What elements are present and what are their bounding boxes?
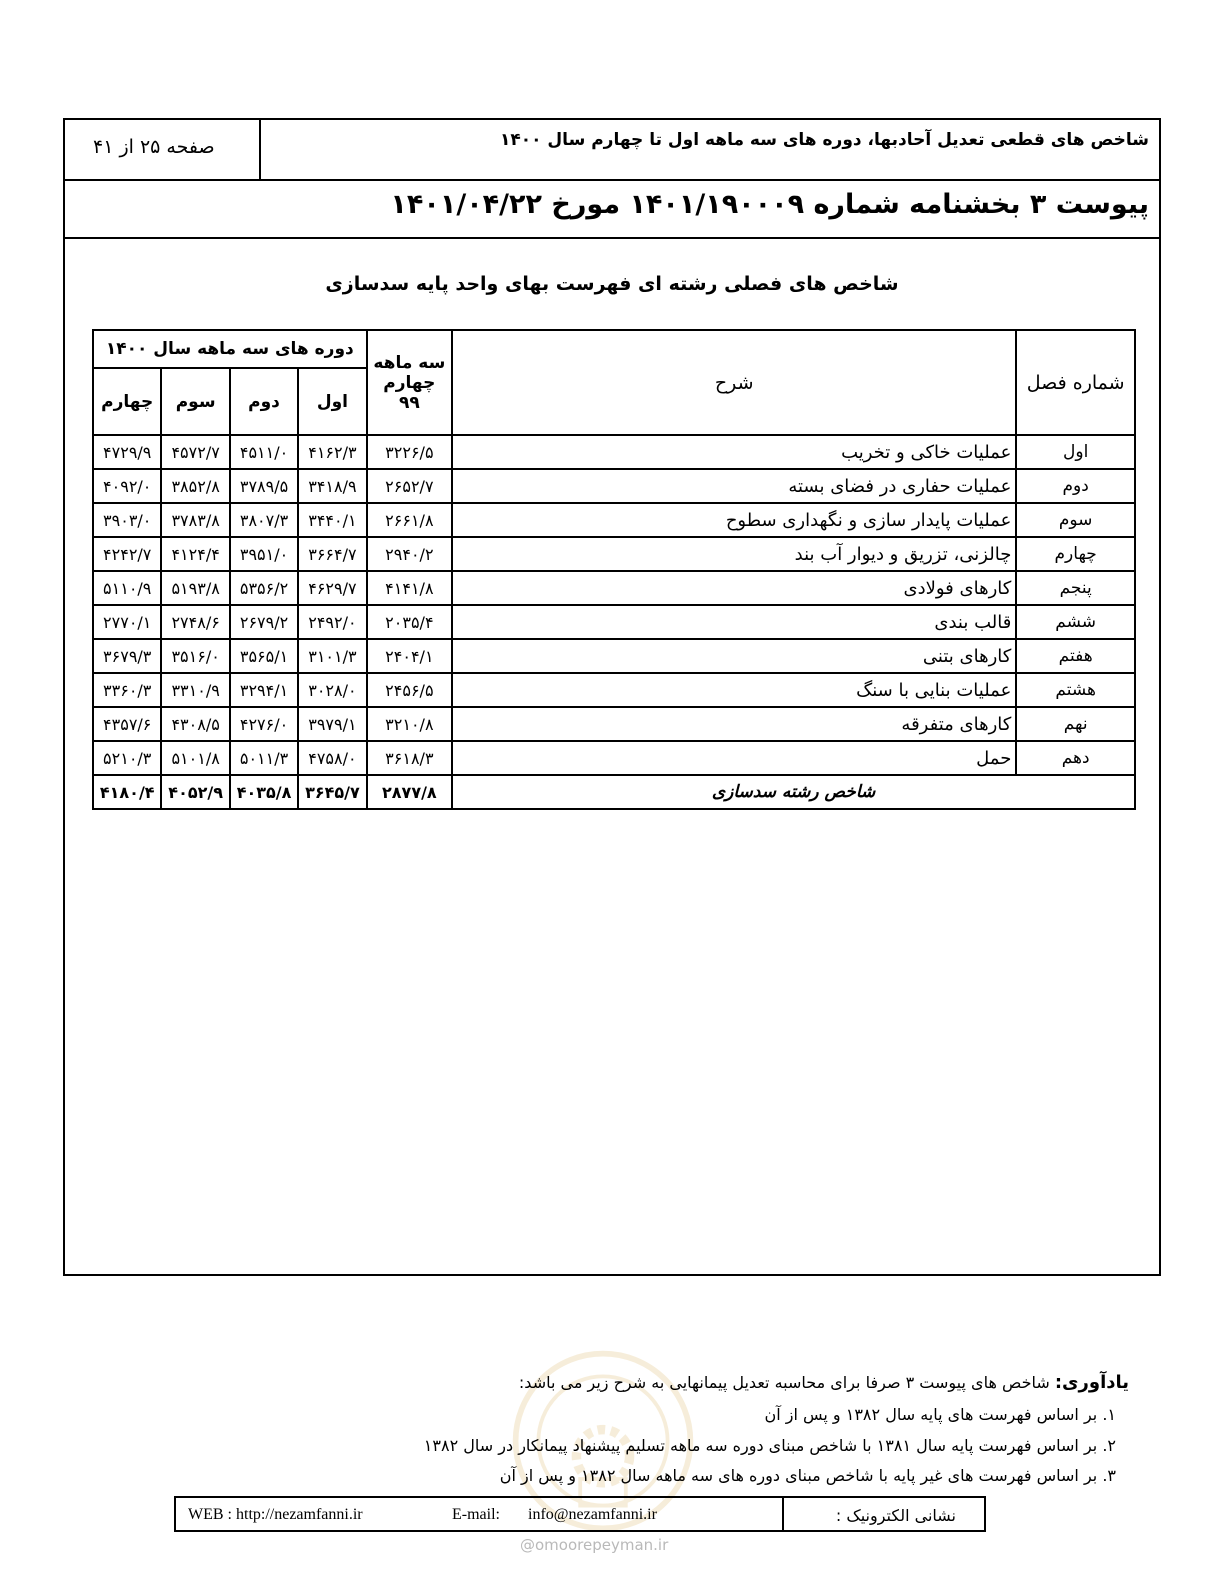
header-q1: اول (298, 368, 366, 435)
cell-q1: ۳۹۷۹/۱ (298, 707, 366, 741)
cell-description: کارهای فولادی (452, 571, 1016, 605)
header-base-quarter (367, 330, 452, 435)
cell-q1: ۴۱۶۲/۳ (298, 435, 366, 469)
total-base: ۲۸۷۷/۸ (367, 775, 452, 809)
cell-base: ۲۴۵۶/۵ (367, 673, 452, 707)
total-label: شاخص رشته سدسازی (452, 775, 1135, 809)
cell-chapter: نهم (1016, 707, 1135, 741)
cell-base: ۳۲۱۰/۸ (367, 707, 452, 741)
cell-chapter: اول (1016, 435, 1135, 469)
cell-description: قالب بندی (452, 605, 1016, 639)
reminder-item: ۳. بر اساس فهرست های غیر پایه با شاخص مبنای دوره های سه ماهه سال ۱۳۸۲ و پس از آن (499, 1466, 1116, 1485)
table-row (93, 571, 1135, 605)
cell-chapter: هشتم (1016, 673, 1135, 707)
total-q3: ۴۰۵۲/۹ (161, 775, 229, 809)
cell-q2: ۳۸۰۷/۳ (230, 503, 298, 537)
cell-q3: ۳۵۱۶/۰ (161, 639, 229, 673)
cell-q2: ۵۳۵۶/۲ (230, 571, 298, 605)
cell-q1: ۴۶۲۹/۷ (298, 571, 366, 605)
cell-q4: ۴۰۹۲/۰ (93, 469, 161, 503)
reminder-item: ۲. بر اساس فهرست پایه سال ۱۳۸۱ با شاخص مبنای دوره سه ماهه تسلیم پیشنهاد پیمانکار در سال ۱۳۸۲ (423, 1436, 1116, 1455)
cell-chapter: سوم (1016, 503, 1135, 537)
footer-email-label: E-mail: (452, 1506, 500, 1523)
cell-chapter: هفتم (1016, 639, 1135, 673)
cell-q1: ۳۴۴۰/۱ (298, 503, 366, 537)
cell-base: ۳۶۱۸/۳ (367, 741, 452, 775)
total-q1: ۳۶۴۵/۷ (298, 775, 366, 809)
cell-description: عملیات بنایی با سنگ (452, 673, 1016, 707)
header-chapter: شماره فصل (1016, 330, 1135, 435)
header-q2: دوم (230, 368, 298, 435)
table-row (93, 707, 1135, 741)
header-q3: سوم (161, 368, 229, 435)
footer-box (174, 1496, 986, 1532)
index-table (92, 329, 1136, 810)
page-frame (63, 118, 1161, 1276)
cell-q4: ۴۲۴۲/۷ (93, 537, 161, 571)
footer-address-label: نشانی الکترونیک : (835, 1506, 956, 1525)
cell-q4: ۵۱۱۰/۹ (93, 571, 161, 605)
cell-q3: ۵۱۹۳/۸ (161, 571, 229, 605)
cell-q1: ۴۷۵۸/۰ (298, 741, 366, 775)
watermark-handle: @omoorepeyman.ir (520, 1536, 669, 1554)
table-header-row (93, 330, 1135, 368)
page-number-cell (65, 120, 261, 179)
cell-q4: ۳۶۷۹/۳ (93, 639, 161, 673)
table-row (93, 503, 1135, 537)
reminder-item: ۱. بر اساس فهرست های پایه سال ۱۳۸۲ و پس از آن (764, 1405, 1116, 1424)
table-row (93, 469, 1135, 503)
cell-q3: ۳۳۱۰/۹ (161, 673, 229, 707)
cell-chapter: دوم (1016, 469, 1135, 503)
cell-base: ۲۴۰۴/۱ (367, 639, 452, 673)
cell-q4: ۲۷۷۰/۱ (93, 605, 161, 639)
cell-q4: ۳۹۰۳/۰ (93, 503, 161, 537)
cell-description: کارهای متفرقه (452, 707, 1016, 741)
footer-email-link[interactable]: info@nezamfanni.ir (528, 1506, 657, 1523)
table-row (93, 639, 1135, 673)
cell-base: ۳۲۲۶/۵ (367, 435, 452, 469)
header-base-line1: سه ماهه (373, 352, 446, 373)
cell-q3: ۴۱۲۴/۴ (161, 537, 229, 571)
cell-q2: ۳۷۸۹/۵ (230, 469, 298, 503)
cell-description: چالزنی، تزریق و دیوار آب بند (452, 537, 1016, 571)
cell-description: عملیات حفاری در فضای بسته (452, 469, 1016, 503)
footer-web-link[interactable]: WEB : http://nezamfanni.ir (188, 1506, 363, 1523)
cell-q4: ۵۲۱۰/۳ (93, 741, 161, 775)
cell-description: حمل (452, 741, 1016, 775)
circular-title: پیوست ۳ بخشنامه شماره ۱۴۰۱/۱۹۰۰۰۹ مورخ ۱۴۰۱/۰۴/۲۲ (390, 189, 1149, 220)
cell-q3: ۲۷۴۸/۶ (161, 605, 229, 639)
cell-chapter: ششم (1016, 605, 1135, 639)
cell-q3: ۴۳۰۸/۵ (161, 707, 229, 741)
cell-chapter: چهارم (1016, 537, 1135, 571)
cell-q2: ۳۵۶۵/۱ (230, 639, 298, 673)
cell-q3: ۳۷۸۳/۸ (161, 503, 229, 537)
header-q4: چهارم (93, 368, 161, 435)
circular-row (65, 181, 1159, 239)
cell-q1: ۳۶۶۴/۷ (298, 537, 366, 571)
header-base-line2: چهارم ۹۹ (383, 372, 436, 413)
cell-base: ۲۶۶۱/۸ (367, 503, 452, 537)
cell-q2: ۲۶۷۹/۲ (230, 605, 298, 639)
document-header (65, 120, 1159, 181)
table-total-row (93, 775, 1135, 809)
cell-base: ۲۰۳۵/۴ (367, 605, 452, 639)
cell-q2: ۵۰۱۱/۳ (230, 741, 298, 775)
table-title: شاخص های فصلی رشته ای فهرست بهای واحد پایه سدسازی (325, 273, 899, 295)
cell-q3: ۳۸۵۲/۸ (161, 469, 229, 503)
cell-q3: ۴۵۷۲/۷ (161, 435, 229, 469)
cell-base: ۲۹۴۰/۲ (367, 537, 452, 571)
total-q2: ۴۰۳۵/۸ (230, 775, 298, 809)
cell-chapter: دهم (1016, 741, 1135, 775)
total-q4: ۴۱۸۰/۴ (93, 775, 161, 809)
footer-divider (782, 1498, 784, 1530)
document-title: شاخص های قطعی تعدیل آحادبها، دوره های سه ماهه اول تا چهارم سال ۱۴۰۰ (500, 130, 1149, 150)
cell-q2: ۴۵۱۱/۰ (230, 435, 298, 469)
cell-q2: ۳۲۹۴/۱ (230, 673, 298, 707)
cell-description: عملیات خاکی و تخریب (452, 435, 1016, 469)
cell-q4: ۴۳۵۷/۶ (93, 707, 161, 741)
cell-q1: ۳۱۰۱/۳ (298, 639, 366, 673)
cell-q3: ۵۱۰۱/۸ (161, 741, 229, 775)
cell-q2: ۳۹۵۱/۰ (230, 537, 298, 571)
reminder-text: شاخص های پیوست ۳ صرفا برای محاسبه تعدیل پیمانهایی به شرح زیر می باشد: (518, 1373, 1055, 1392)
cell-q1: ۳۰۲۸/۰ (298, 673, 366, 707)
header-description: شرح (452, 330, 1016, 435)
cell-base: ۲۶۵۲/۷ (367, 469, 452, 503)
header-period-group: دوره های سه ماهه سال ۱۴۰۰ (93, 330, 367, 368)
cell-q4: ۴۷۲۹/۹ (93, 435, 161, 469)
reminder-heading (519, 1372, 1129, 1393)
table-row (93, 741, 1135, 775)
cell-description: عملیات پایدار سازی و نگهداری سطوح (452, 503, 1016, 537)
cell-description: کارهای بتنی (452, 639, 1016, 673)
reminder-lead: یادآوری: (1054, 1372, 1129, 1393)
cell-q4: ۳۳۶۰/۳ (93, 673, 161, 707)
page-number: صفحه ۲۵ از ۴۱ (93, 136, 215, 158)
table-row (93, 435, 1135, 469)
cell-q2: ۴۲۷۶/۰ (230, 707, 298, 741)
table-row (93, 673, 1135, 707)
table-row (93, 537, 1135, 571)
table-row (93, 605, 1135, 639)
cell-q1: ۳۴۱۸/۹ (298, 469, 366, 503)
cell-q1: ۲۴۹۲/۰ (298, 605, 366, 639)
cell-chapter: پنجم (1016, 571, 1135, 605)
cell-base: ۴۱۴۱/۸ (367, 571, 452, 605)
